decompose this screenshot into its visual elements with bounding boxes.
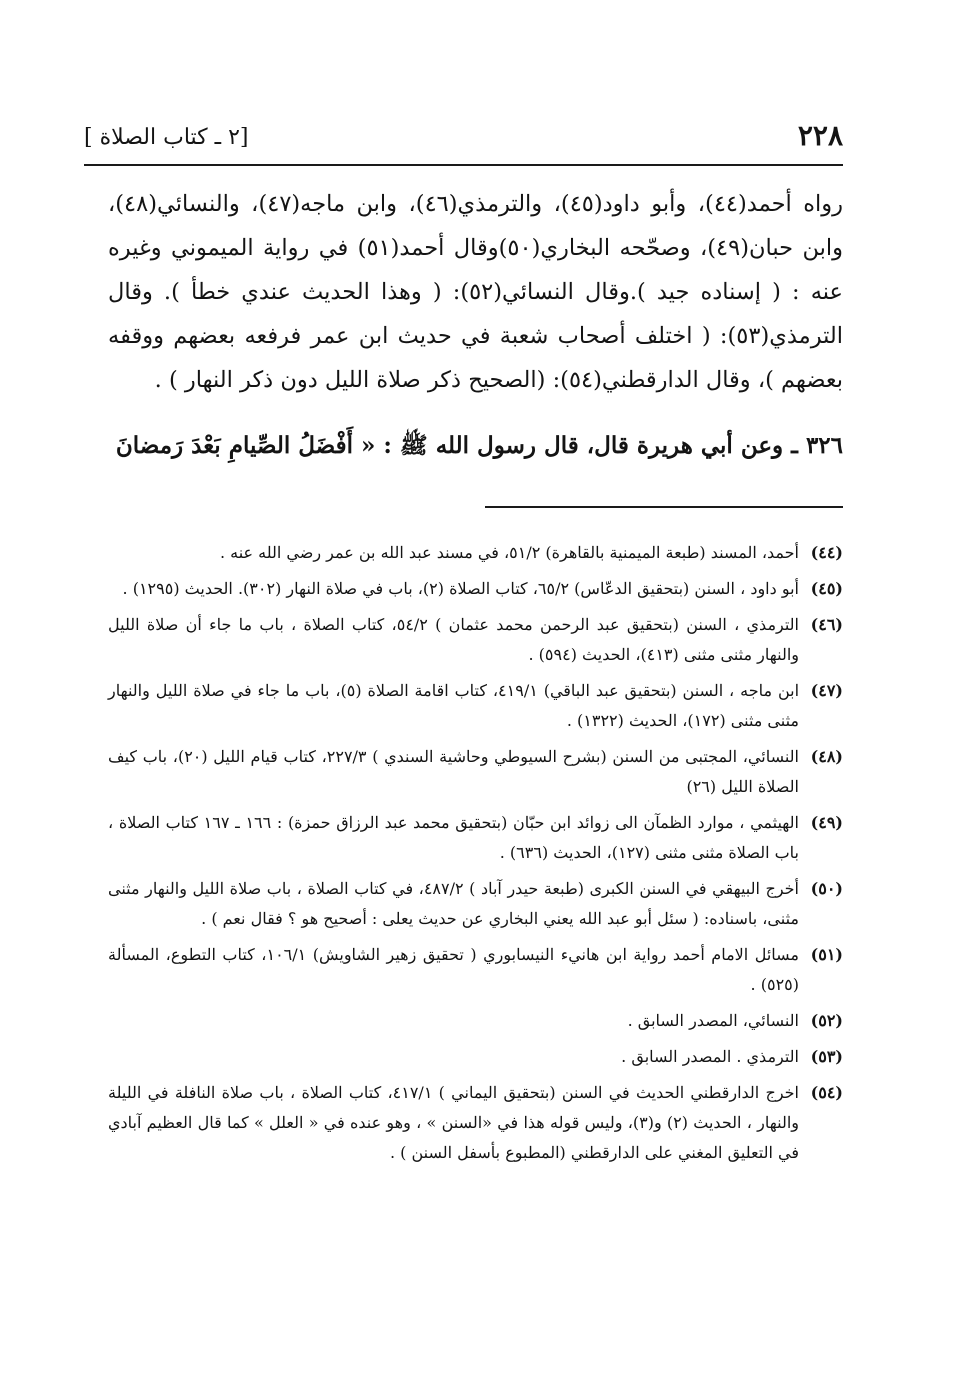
- footnote-text: اخرج الدارقطني الحديث في السنن (بتحقيق اليماني ) ٤١٧/١، كتاب الصلاة ، باب صلاة النافلة في الليلة والنهار ، الحديث (٢) و(٣)، وليس قوله هذا في «السنن » ، وهو عنده في « العلل » كما قال العظيم آبادي في التعليق المغني على الدارقطني (المطبوع بأسفل السنن ) .: [108, 1083, 799, 1162]
- footnote-50: [108, 874, 843, 934]
- footnote-46: [108, 610, 843, 670]
- footnote-text: الهيثمي ، موارد الظمآن الى زوائد ابن حبّان (بتحقيق محمد عبد الرزاق حمزة) : ١٦٦ ـ ١٦٧ كتاب الصلاة ، باب الصلاة مثنى مثنى (١٢٧)، الحديث (٦٣٦) .: [108, 813, 800, 862]
- footnotes: [108, 538, 843, 1174]
- footnote-47: [108, 676, 843, 736]
- footnote-number: (٤٨): [810, 747, 843, 766]
- page-header: [84, 118, 843, 166]
- hadith-326: [108, 424, 843, 468]
- footnote-number: (٤٩): [810, 813, 843, 832]
- footnote-number: (٥٤): [810, 1083, 843, 1102]
- footnote-text: ابن ماجه ، السنن (بتحقيق عبد الباقي) ٤١٩/١، كتاب اقامة الصلاة (٥)، باب ما جاء في صلاة الليل والنهار مثنى مثنى (١٧٢)، الحديث (١٣٢٢) .: [108, 681, 800, 730]
- running-title: [٢ ـ كتاب الصلاة ]: [84, 125, 249, 150]
- footnote-44: [108, 538, 843, 568]
- footnote-number: (٤٥): [810, 579, 843, 598]
- footnote-number: (٥١): [810, 945, 843, 964]
- footnote-51: [108, 940, 843, 1000]
- footnote-text: الترمذي . المصدر السابق .: [621, 1047, 799, 1066]
- hadith-intro: ـ وعن أبي هريرة قال، قال رسول الله ﷺ :: [383, 432, 798, 459]
- footnote-number: (٤٦): [810, 615, 843, 634]
- footnote-text: النسائي، المجتبى من السنن (بشرح السيوطي وحاشية السندي ) ٢٢٧/٣، كتاب قيام الليل (٢٠)، باب كيف الصلاة الليل (٢٦): [108, 747, 799, 796]
- footnote-number: (٥٢): [810, 1011, 843, 1030]
- footnote-48: [108, 742, 843, 802]
- footnote-53: [108, 1042, 843, 1072]
- hadith-number: ٣٢٦: [805, 432, 843, 459]
- hadith-commentary-paragraph: رواه أحمد(٤٤)، وأبو داود(٤٥)، والترمذي(٤٦)، وابن ماجه(٤٧)، والنسائي(٤٨)، وابن حبان(٤٩)، وصحّحه البخاري(٥٠)وقال أحمد(٥١) في رواية الميموني وغيره عنه : ( إسناده جيد ).وقال النسائي(٥٢): ( وهذا الحديث عندي خطأ ). وقال الترمذي(٥٣): ( اختلف أصحاب شعبة في حديث ابن عمر فرفعه بعضهم ووقفه بعضهم )، وقال الدارقطني(٥٤): (الصحيح ذكر صلاة الليل دون ذكر النهار ) .: [108, 191, 843, 393]
- footnote-45: [108, 574, 843, 604]
- footnote-number: (٤٤): [810, 543, 843, 562]
- footnote-text: أحمد، المسند (طبعة الميمنية بالقاهرة) ٥١/٢، في مسند عبد الله بن عمر رضي الله عنه .: [219, 543, 799, 562]
- footnote-divider: [485, 506, 843, 508]
- page-number: ٢٢٨: [797, 119, 843, 152]
- hadith-quote: « أَفْضَلُ الصِّيامِ بَعْدَ رَمضانَ: [115, 432, 376, 459]
- footnote-text: الترمذي ، السنن (بتحقيق عبد الرحمن محمد عثمان ) ٥٤/٢، كتاب الصلاة ، باب ما جاء أن صلاة الليل والنهار مثنى مثنى (٤١٣)، الحديث (٥٩٤) .: [108, 615, 799, 664]
- footnote-number: (٥٠): [810, 879, 843, 898]
- main-text: [108, 182, 843, 468]
- footnote-text: أخرج البيهقي في السنن الكبرى (طبعة حيدر آباد ) ٤٨٧/٢، في كتاب الصلاة ، باب صلاة الليل والنهار مثنى مثنى، باسناده: ( سئل أبو عبد الله يعني البخاري عن حديث يعلى : أصحيح هو ؟ فقال نعم ) .: [108, 879, 799, 928]
- footnote-54: [108, 1078, 843, 1168]
- footnote-49: [108, 808, 843, 868]
- footnote-number: (٥٣): [810, 1047, 843, 1066]
- footnote-text: النسائي، المصدر السابق .: [627, 1011, 799, 1030]
- footnote-number: (٤٧): [810, 681, 843, 700]
- footnote-52: [108, 1006, 843, 1036]
- footnote-text: مسائل الامام أحمد رواية ابن هانيء النيسابوري ( تحقيق زهير الشاويش) ١٠٦/١، كتاب التطوع، المسألة (٥٢٥) .: [108, 945, 800, 994]
- footnote-text: أبو داود ، السنن (بتحقيق الدعّاس) ٦٥/٢، كتاب الصلاة (٢)، باب في صلاة النهار (٣٠٢). الحديث (١٢٩٥) .: [122, 579, 799, 598]
